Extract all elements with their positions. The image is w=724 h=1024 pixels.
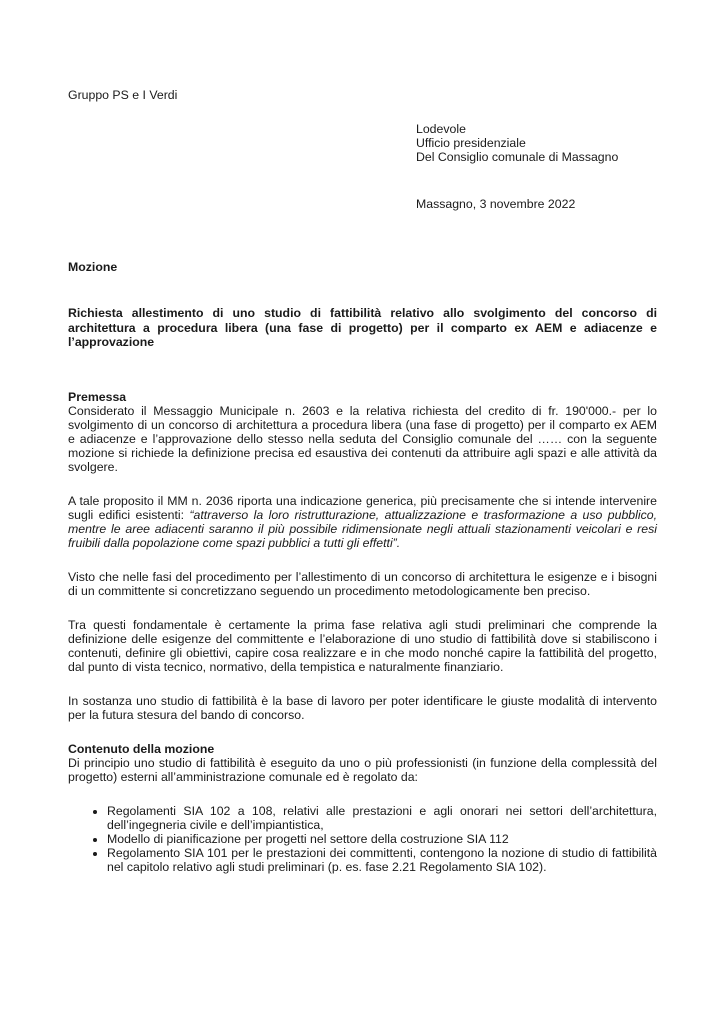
section-contenuto bbox=[68, 742, 657, 874]
dateline: Massagno, 3 novembre 2022 bbox=[416, 197, 576, 211]
premessa-paragraph-4: Tra questi fondamentale è certamente la prima fase relativa agli studi preliminari che comprende la definizione delle esigenze del committente e l’elaborazione di uno studio di fattibilità dove si stabiliscono i contenuti, definire gli obiettivi, capire cosa realizzare e in che modo nonché capire la fattibilità del progetto, dal punto di vista tecnico, normativo, della tempistica e naturalmente finanziario. bbox=[68, 617, 657, 674]
contenuto-heading: Contenuto della mozione bbox=[68, 741, 215, 756]
section-premessa bbox=[68, 390, 657, 722]
recipient-line-3: Del Consiglio comunale di Massagno bbox=[416, 150, 619, 164]
recipient-line-2: Ufficio presidenziale bbox=[416, 136, 526, 150]
premessa-paragraph-3: Visto che nelle fasi del procedimento per l’allestimento di un concorso di architettura le esigenze e i bisogni di un committente si concretizzano seguendo un procedimento metodologicamente ben preciso. bbox=[68, 569, 657, 598]
recipient-line-1: Lodevole bbox=[416, 122, 466, 136]
premessa-paragraph-2-quote: “attraverso la loro ristrutturazione, attualizzazione e trasformazione a uso pubblico, mentre le aree adiacenti saranno il più possibile ridimensionate negli attuali stazionamenti veicolari e resi fruibili dalla popolazione come spazi pubblici a tutti gli effetti”. bbox=[68, 507, 657, 550]
contenuto-paragraph-1: Di principio uno studio di fattibilità è eseguito da uno o più professionisti (in funzione della complessità del progetto) esterni all’amministrazione comunale ed è regolato da: bbox=[68, 755, 657, 784]
document-title: Richiesta allestimento di uno studio di fattibilità relativo allo svolgimento del concorso di architettura a procedura libera (una fase di progetto) per il comparto ex AEM e adiacenze e l’approvazione bbox=[68, 306, 657, 349]
sender-line: Gruppo PS e I Verdi bbox=[68, 88, 178, 102]
bullet-item-modello-sia-112: • Modello di pianificazione per progetti nel settore della costruzione SIA 112 bbox=[107, 832, 657, 846]
premessa-paragraph-5: In sostanza uno studio di fattibilità è la base di lavoro per poter identificare le giuste modalità di intervento per la futura stesura del bando di concorso. bbox=[68, 693, 657, 722]
bullet-list bbox=[68, 804, 657, 874]
premessa-paragraph-2 bbox=[68, 494, 657, 550]
premessa-paragraph-2-lead: A tale proposito il MM n. 2036 riporta una indicazione generica, più precisamente che si intende intervenire sugli edifici esistenti: bbox=[68, 493, 657, 522]
recipient-block bbox=[416, 122, 657, 164]
bullet-item-regolamenti-sia-102-108: • Regolamenti SIA 102 a 108, relativi alle prestazioni e agli onorari nei settori dell’architettura, dell’ingegneria civile e dell’impiantistica, bbox=[107, 804, 657, 832]
bullet-item-regolamento-sia-101: • Regolamento SIA 101 per le prestazioni dei committenti, contengono la nozione di studio di fattibilità nel capitolo relativo agli studi preliminari (p. es. fase 2.21 Regolamento SIA 102). bbox=[107, 846, 657, 874]
doc-type-heading: Mozione bbox=[68, 260, 118, 274]
premessa-heading: Premessa bbox=[68, 389, 127, 404]
premessa-paragraph-1: Considerato il Messaggio Municipale n. 2603 e la relativa richiesta del credito di fr. 190'000.- per lo svolgimento di un concorso di architettura a procedura libera (una fase di progetto) per il comparto ex AEM e adiacenze e l’approvazione dello stesso nella seduta del Consiglio comunale del …… con la seguente mozione si richiede la definizione precisa ed esaustiva dei contenuti da attribuire agli spazi e alle attività da svolgere. bbox=[68, 403, 657, 474]
